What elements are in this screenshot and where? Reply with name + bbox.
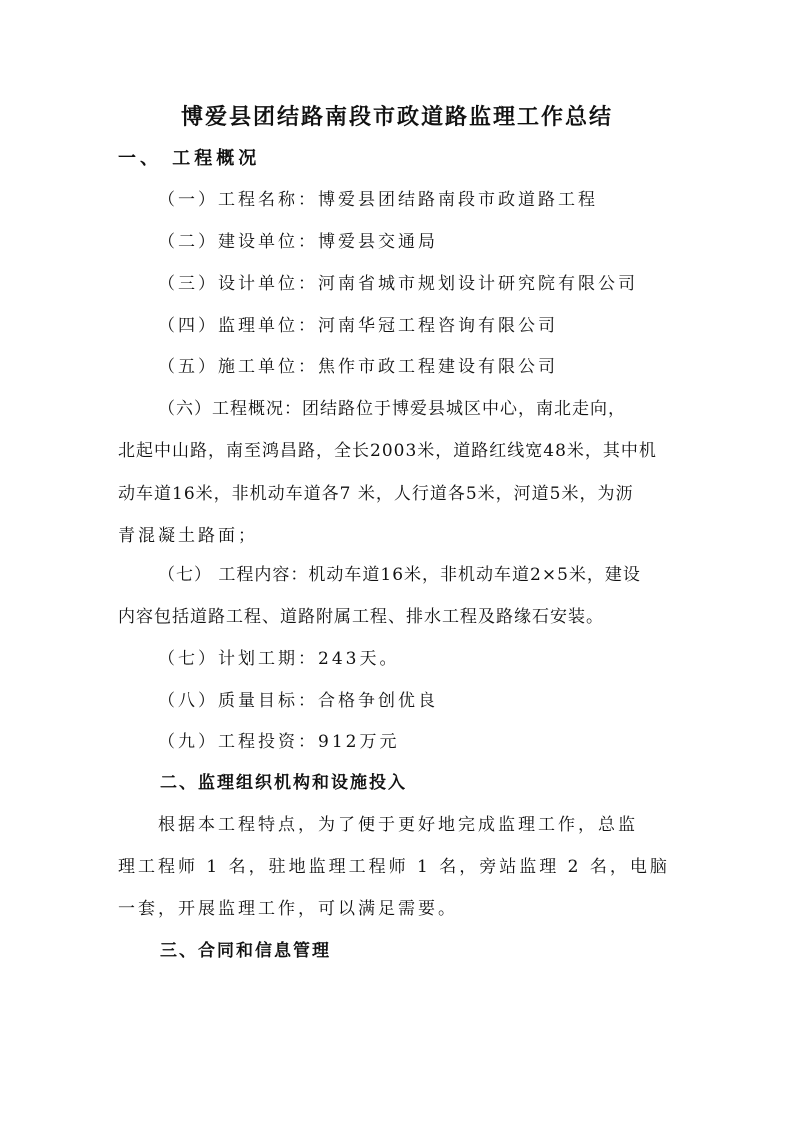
section-heading-organization: 二、监理组织机构和设施投入 xyxy=(160,773,407,793)
item-project-name: （一）工程名称：博爱县团结路南段市政道路工程 xyxy=(158,190,598,210)
item-contractor-unit: （五）施工单位：焦作市政工程建设有限公司 xyxy=(158,357,558,377)
item-supervision-unit: （四）监理单位：河南华冠工程咨询有限公司 xyxy=(158,316,558,336)
item-design-unit: （三）设计单位：河南省城市规划设计研究院有限公司 xyxy=(158,274,638,294)
overview-line-1: （六）工程概况：团结路位于博爱县城区中心，南北走向， xyxy=(158,399,626,419)
section-heading-contract: 三、合同和信息管理 xyxy=(160,941,331,961)
organization-para-line-3: 一套，开展监理工作，可以满足需要。 xyxy=(118,899,458,919)
overview-line-4: 青混凝土路面； xyxy=(118,526,258,546)
organization-para-line-1: 根据本工程特点，为了便于更好地完成监理工作，总监 xyxy=(158,815,638,835)
content-line-2: 内容包括道路工程、道路附属工程、排水工程及路缘石安装。 xyxy=(118,607,604,627)
content-line-1: （七） 工程内容：机动车道16米，非机动车道2×5米，建设 xyxy=(158,565,641,585)
overview-line-2: 北起中山路，南至鸿昌路，全长2003米，道路红线宽48米，其中机 xyxy=(118,441,657,461)
overview-line-3: 动车道16米，非机动车道各7 米，人行道各5米，河道5米，为沥 xyxy=(118,484,634,504)
organization-para-line-2: 理工程师 1 名，驻地监理工程师 1 名，旁站监理 2 名，电脑 xyxy=(118,857,670,877)
item-investment: （九）工程投资：912万元 xyxy=(158,732,400,752)
document-title: 博爱县团结路南段市政道路监理工作总结 xyxy=(180,104,613,130)
item-schedule: （七）计划工期：243天。 xyxy=(158,649,400,669)
item-construction-unit: （二）建设单位：博爱县交通局 xyxy=(158,232,438,252)
item-quality-target: （八）质量目标：合格争创优良 xyxy=(158,691,438,711)
section-heading-overview: 一、 工程概况 xyxy=(118,148,261,169)
